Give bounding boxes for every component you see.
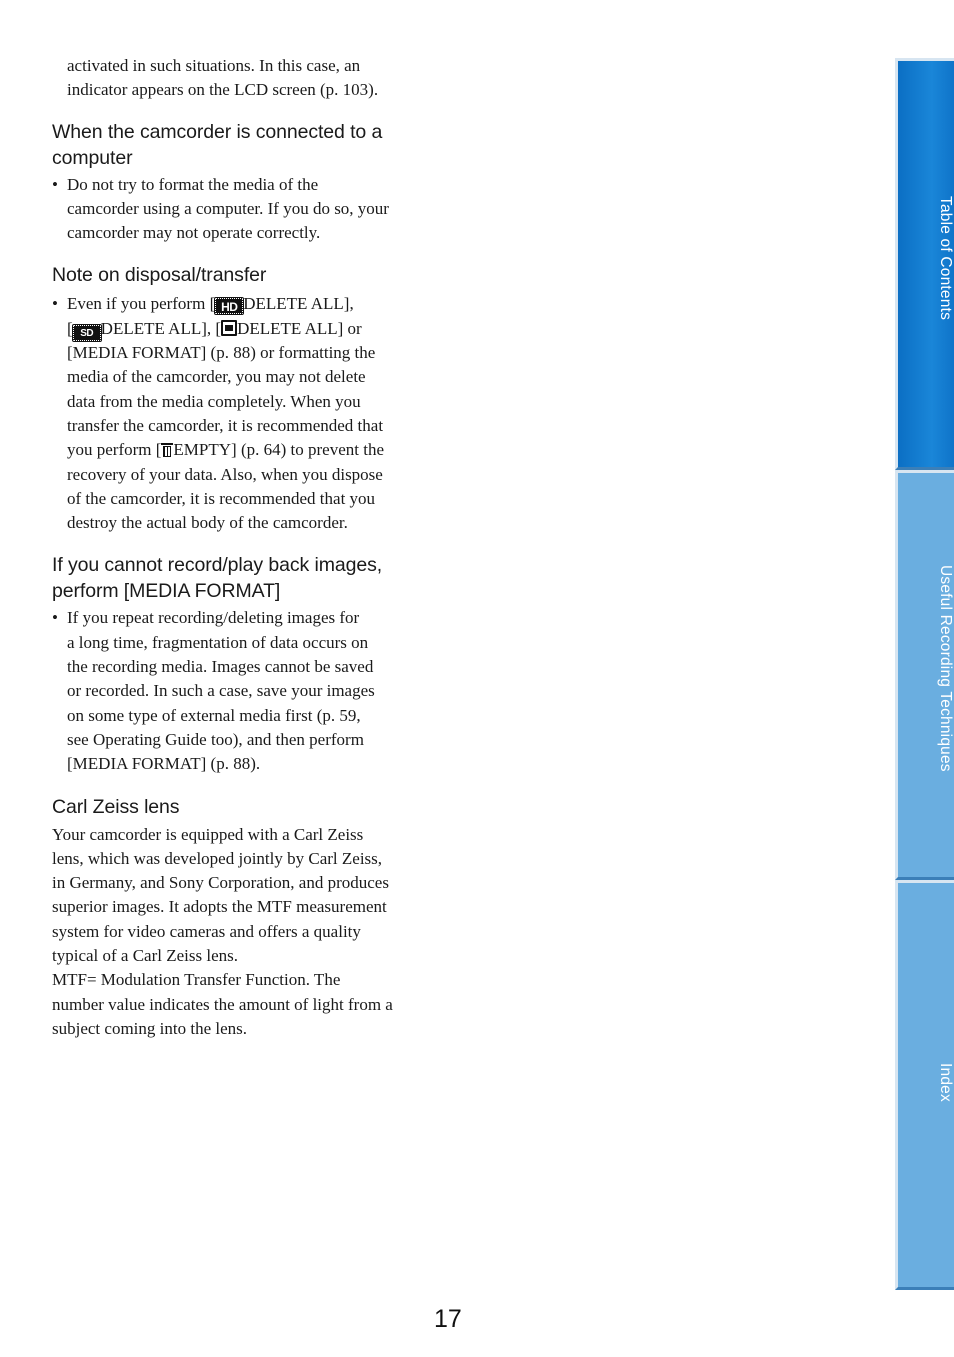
tab-label: Index — [937, 1063, 954, 1102]
text-line: data from the media completely. When you — [67, 391, 361, 411]
sd-movie-icon: SD — [73, 325, 101, 341]
text-line: the recording media. Images cannot be saved — [67, 657, 374, 677]
text-line: activated in such situations. In this case, an — [67, 56, 361, 75]
text-line: a long time, fragmentation of data occurs on — [67, 632, 369, 652]
text-line: of the camcorder, it is recommended that you — [67, 488, 376, 508]
section-heading: If you cannot record/play back images, perform [MEDIA FORMAT] — [52, 554, 383, 603]
text-line: on some type of external media first (p. 59, — [67, 705, 361, 725]
text-line: transfer the camcorder, it is recommended that — [67, 415, 384, 435]
text-line: [ SD DELETE ALL], [ DELETE ALL] or — [67, 318, 362, 339]
trash-icon — [161, 441, 173, 457]
text-line: Your camcorder is equipped with a Carl Zeiss — [52, 824, 364, 844]
tab-label: Table of Contents — [937, 196, 954, 321]
section-heading: Carl Zeiss lens — [52, 795, 180, 818]
zeiss-paragraph — [52, 823, 427, 1042]
photo-icon — [221, 320, 237, 336]
text-line: [MEDIA FORMAT] (p. 88). — [67, 754, 261, 774]
bullet-item — [52, 173, 427, 246]
page-number: 17 — [434, 1305, 462, 1333]
section-heading: Note on disposal/transfer — [52, 264, 267, 287]
text-line: • Do not try to format the media of the — [67, 174, 319, 194]
hd-movie-icon: HD — [215, 298, 243, 314]
section-zeiss — [52, 794, 427, 1042]
text-line: system for video cameras and offers a quality — [52, 921, 361, 941]
intro-paragraph — [52, 54, 427, 103]
text-line: in Germany, and Sony Corporation, and produces — [52, 873, 389, 893]
section-cannot-record — [52, 552, 427, 776]
text-line: or recorded. In such a case, save your images — [67, 681, 375, 701]
page-content — [52, 54, 427, 1041]
tab-index[interactable] — [895, 880, 954, 1290]
text-line: destroy the actual body of the camcorder. — [67, 513, 348, 533]
text-line: superior images. It adopts the MTF measurement — [52, 897, 387, 917]
text-line: • Even if you perform [ HD DELETE ALL], — [67, 294, 354, 315]
text-line: number value indicates the amount of light from a — [52, 994, 393, 1014]
section-heading: When the camcorder is connected to a computer — [52, 120, 383, 169]
text-line: camcorder using a computer. If you do so, your — [67, 198, 389, 218]
tab-label: Useful Recording Techniques — [937, 565, 954, 772]
tab-table-of-contents[interactable] — [895, 58, 954, 470]
text-line: see Operating Guide too), and then perform — [67, 729, 364, 749]
section-computer — [52, 119, 427, 246]
text-line: camcorder may not operate correctly. — [67, 223, 321, 243]
bullet-item — [52, 292, 427, 535]
text-line: you perform [ EMPTY] (p. 64) to prevent the — [67, 440, 384, 460]
bullet-item — [52, 606, 427, 776]
text-line: • If you repeat recording/deleting images for — [67, 608, 360, 628]
text-line: [MEDIA FORMAT] (p. 88) or formatting the — [67, 343, 376, 363]
text-line: typical of a Carl Zeiss lens. — [52, 946, 239, 966]
text-line: lens, which was developed jointly by Carl Zeiss, — [52, 848, 383, 868]
text-line: media of the camcorder, you may not delete — [67, 367, 366, 387]
text-line: recovery of your data. Also, when you dispose — [67, 464, 383, 484]
text-line: subject coming into the lens. — [52, 1018, 247, 1038]
section-disposal — [52, 262, 427, 535]
text-line: MTF= Modulation Transfer Function. The — [52, 970, 341, 990]
text-line: indicator appears on the LCD screen (p. 103). — [67, 80, 379, 100]
tab-useful-recording-techniques[interactable] — [895, 470, 954, 880]
